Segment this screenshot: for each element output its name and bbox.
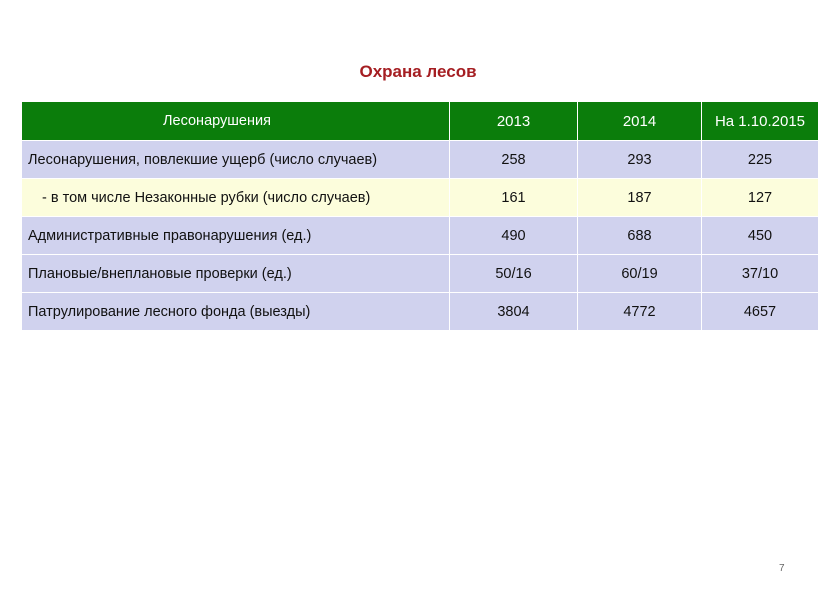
table-row bbox=[22, 179, 819, 217]
cell-2014: 688 bbox=[578, 217, 702, 255]
cell-2013: 258 bbox=[450, 141, 578, 179]
cell-2014: 187 bbox=[578, 179, 702, 217]
row-label: Плановые/внеплановые проверки (ед.) bbox=[22, 255, 450, 293]
header-category: Лесонарушения bbox=[22, 102, 450, 141]
row-label: - в том числе Незаконные рубки (число случаев) bbox=[22, 179, 450, 217]
cell-2015: 450 bbox=[702, 217, 819, 255]
cell-2015: 37/10 bbox=[702, 255, 819, 293]
header-2013: 2013 bbox=[450, 102, 578, 141]
table-row bbox=[22, 217, 819, 255]
header-2014: 2014 bbox=[578, 102, 702, 141]
forest-protection-table bbox=[21, 101, 819, 331]
page-title: Охрана лесов bbox=[359, 62, 477, 81]
table-row bbox=[22, 141, 819, 179]
cell-2013: 3804 bbox=[450, 293, 578, 331]
row-label: Патрулирование лесного фонда (выезды) bbox=[22, 293, 450, 331]
row-label: Административные правонарушения (ед.) bbox=[22, 217, 450, 255]
page-number: 7 bbox=[779, 563, 785, 574]
table-row bbox=[22, 293, 819, 331]
cell-2015: 127 bbox=[702, 179, 819, 217]
cell-2013: 50/16 bbox=[450, 255, 578, 293]
cell-2013: 490 bbox=[450, 217, 578, 255]
cell-2013: 161 bbox=[450, 179, 578, 217]
header-2015: На 1.10.2015 bbox=[702, 102, 819, 141]
cell-2014: 293 bbox=[578, 141, 702, 179]
cell-2015: 225 bbox=[702, 141, 819, 179]
row-label: Лесонарушения, повлекшие ущерб (число случаев) bbox=[22, 141, 450, 179]
cell-2014: 4772 bbox=[578, 293, 702, 331]
cell-2014: 60/19 bbox=[578, 255, 702, 293]
table-header-row bbox=[22, 102, 819, 141]
cell-2015: 4657 bbox=[702, 293, 819, 331]
table-row bbox=[22, 255, 819, 293]
